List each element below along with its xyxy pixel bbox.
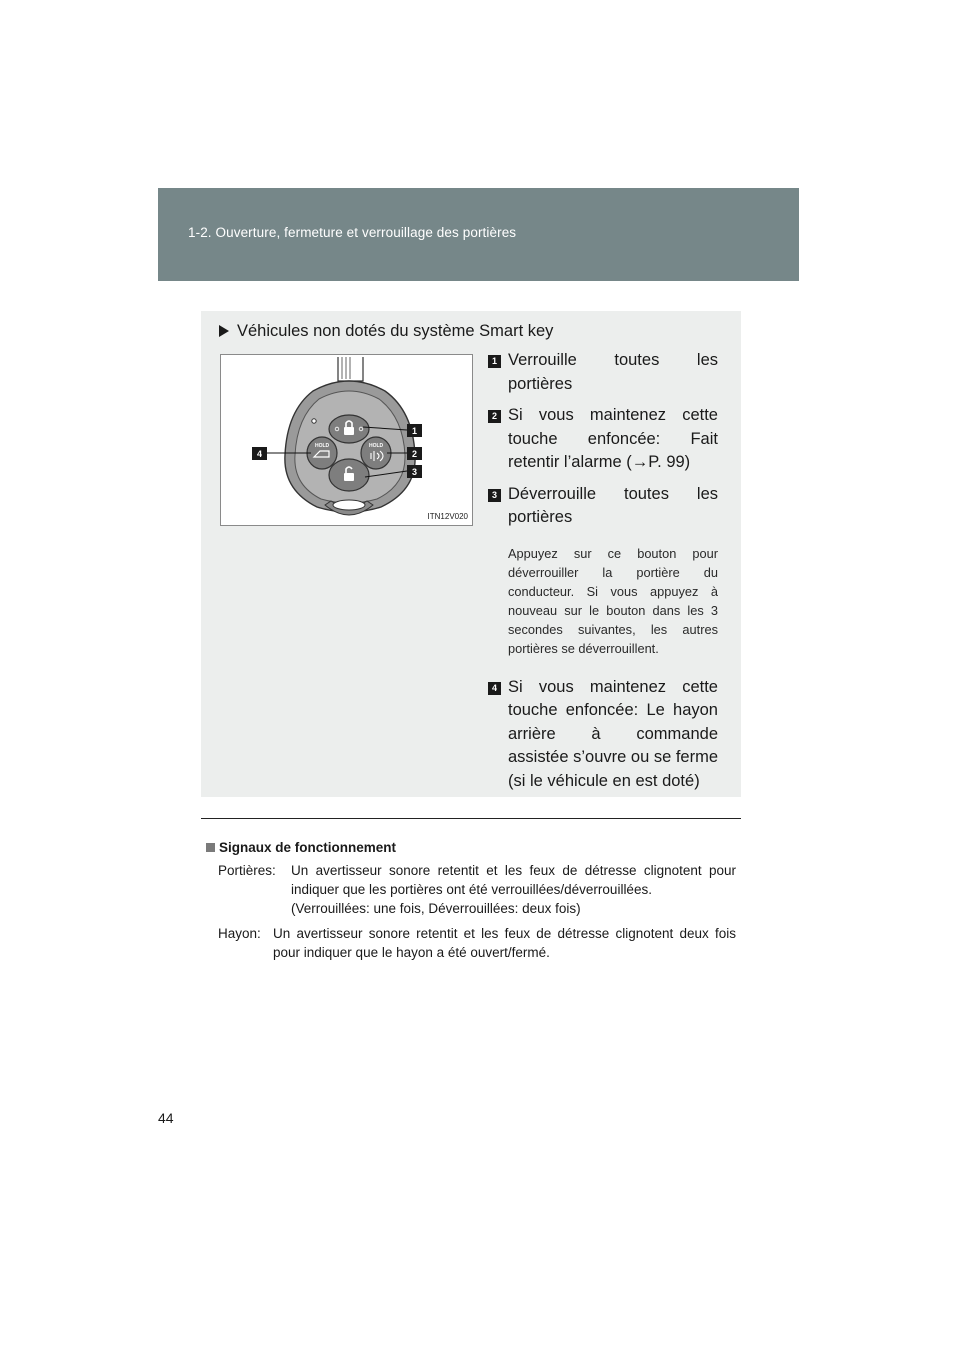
section-divider xyxy=(201,818,741,819)
callout-2: 2 xyxy=(411,449,418,459)
list-item xyxy=(488,404,718,475)
callout-3: 3 xyxy=(411,467,418,477)
item-number-badge: 4 xyxy=(488,682,501,695)
doors-text: Un avertisseur sonore retentit et les feux de détresse clignotent pour indiquer que les portières ont été verrouillées/déverrouillées. xyxy=(291,863,736,897)
info-title-text: Signaux de fonctionnement xyxy=(219,840,397,855)
panel-heading-text: Véhicules non dotés du système Smart key xyxy=(237,322,554,340)
section-title: 1-2. Ouverture, fermeture et verrouillage des portières xyxy=(188,225,517,240)
operation-signals-section xyxy=(206,838,736,968)
item-text: Verrouille toutes les portières xyxy=(508,351,718,393)
key-fob-icon xyxy=(221,355,472,525)
item-number-badge: 2 xyxy=(488,410,501,423)
doors-signal-row xyxy=(218,861,736,918)
chapter-header xyxy=(158,188,799,281)
square-bullet-icon xyxy=(206,843,215,852)
panel-heading xyxy=(219,322,553,341)
list-item xyxy=(488,676,718,794)
hatch-signal-row xyxy=(218,924,736,962)
list-item xyxy=(488,349,718,396)
key-info-panel xyxy=(201,311,741,797)
callout-4: 4 xyxy=(256,449,263,459)
item-note: Appuyez sur ce bouton pour déverrouiller la portière du conducteur. Si vous appuyez à nouveau sur le bouton dans les 3 secondes suivantes, les autres portières se déverrouillent. xyxy=(508,545,718,656)
doors-label: Portières: xyxy=(218,863,276,878)
key-fob-illustration xyxy=(220,354,473,526)
hold-left-label: HOLD xyxy=(315,443,330,449)
hatch-label: Hayon: xyxy=(218,926,261,941)
figure-code: ITN12V020 xyxy=(427,512,468,521)
list-item xyxy=(488,483,718,658)
hatch-text: Un avertisseur sonore retentit et les feux de détresse clignotent deux fois pour indiquer que le hayon a été ouvert/fermé. xyxy=(273,926,736,960)
callout-1: 1 xyxy=(411,426,418,436)
info-title xyxy=(206,838,736,857)
item-text: Si vous maintenez cette touche enfoncée: Le hayon arrière à commande assistée s’ouvre ou se ferme (si le véhicule en est doté) xyxy=(508,677,719,790)
item-text: Déverrouille toutes les portières xyxy=(508,484,718,526)
item-number-badge: 1 xyxy=(488,355,501,368)
doors-text-note: (Verrouillées: une fois, Déverrouillées: deux fois) xyxy=(291,901,581,916)
item-text: Si vous maintenez cette touche enfoncée: Fait retentir l’alarme (→P. 99) xyxy=(508,406,718,471)
page-number: 44 xyxy=(158,1110,174,1126)
item-number-badge: 3 xyxy=(488,489,501,502)
triangle-arrow-icon xyxy=(219,325,229,337)
button-list xyxy=(488,349,718,801)
hold-right-label: HOLD xyxy=(369,443,384,449)
